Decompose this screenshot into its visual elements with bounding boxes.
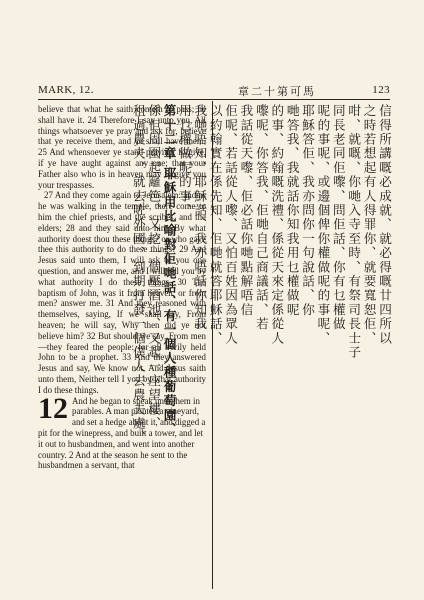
chinese-text-column: 呢的事呢、或邊個俾你權做呢的事呢、 [315,104,331,346]
chinese-text-column: 之時若想起有人得罪你、就要寬恕佢、 [361,104,377,346]
chinese-text-column: 信得所講嘅必成就、就必得嘅廿四所以 [377,104,392,346]
chinese-text-column: 第十二章 耶穌用比喻對佢哋話、有一個人種葡萄園、 [161,104,177,437]
chinese-text-column: 用乜權做呢的事、 [176,104,192,218]
chapter-text: And he began to speak unto them in parables. A man planted a vineyard, and set a hedge about it, and digged a pit for the winepress, and built a tower, and let it out to husbandmen, and went into another country. 2 And at the season he sent to the husbandmen a servant, that [38,395,206,471]
english-paragraph: 27 And they come again to Jerusalem: and as he was walking in the temple, there come to him the chief priests, and the scribes, and the elders; 28 and they said unto him, By what authority doest thou these things? or who gave thee this authority to do these things? 29 And Jesus said unto them, I will ask of you one question, and answer me, and I will tell you by what authority I do these things. 30 The baptism of John, was it from heaven, or from men? answer me. 31 And they reasoned with themselves, saying, If we shall say, From heaven; he will say, Why then did ye not believe him? 32 But should we say, From men—they feared the people: for all verily held John to be a prophet. 33 And they answered Jesus and say, We know not. And Jesus saith unto them, Neither tell I you by what authority I do these things. [38,190,206,395]
header-rule [38,99,390,100]
chinese-text-column: 咁、就嘅、你哋入寺至時、有祭司長士子 [346,104,362,360]
chapter-number: 12 [38,391,68,425]
chinese-text-column: 係佢周圍起籬笆、又挖一個壓酒池、又起一座望樓、 [146,104,162,431]
english-paragraph: believe that what he saith cometh to pass; he shall have it. 24 Therefore I say unto you, All things whatsoever ye pray and ask for, believe that ye receive them, and ye shall have them. 25 And whensoever ye stand praying, forgive, if ye have aught against any one; that your Father also who is in heaven may forgive you your trespasses. [38,104,206,190]
chinese-text-column: 哋答我、我就話你知我用乜權做呢 [284,104,300,317]
chinese-text-columns [130,104,392,590]
chinese-text-column: 租過農夫、就去咗外國、到期打發一個僕人去農夫處、 [130,104,146,445]
chinese-text-column: 耶穌答佢、我亦問你一句說話、你 [300,104,316,317]
chinese-text-column: 同長老同佢嚟、問佢話、你有乜權做 [330,104,346,332]
chinese-text-column: 以約翰實在係先知、佢哋就答耶穌話、 [207,104,223,346]
chinese-text-column: 嚟呢、你答我、佢哋自己商議話、若 [253,104,269,332]
page-header [38,82,390,100]
chinese-text-column: 的事、約翰嘅洗禮、係從天來定係從人 [269,104,285,346]
running-title-chinese: 章二十第可馬 [238,85,316,98]
running-title-english: MARK, 12. [38,84,94,96]
page-number: 123 [372,84,390,96]
chinese-text-column: 我哋唔知、耶穌話、我亦唔話你知我 [192,104,208,332]
chinese-text-column: 我話從天嚟、佢必話你哋點解唔信 [238,104,254,317]
chinese-text-column: 佢呢、若話從人嚟、又怕百姓因為眾人 [223,104,239,346]
chinese-column [130,104,392,590]
